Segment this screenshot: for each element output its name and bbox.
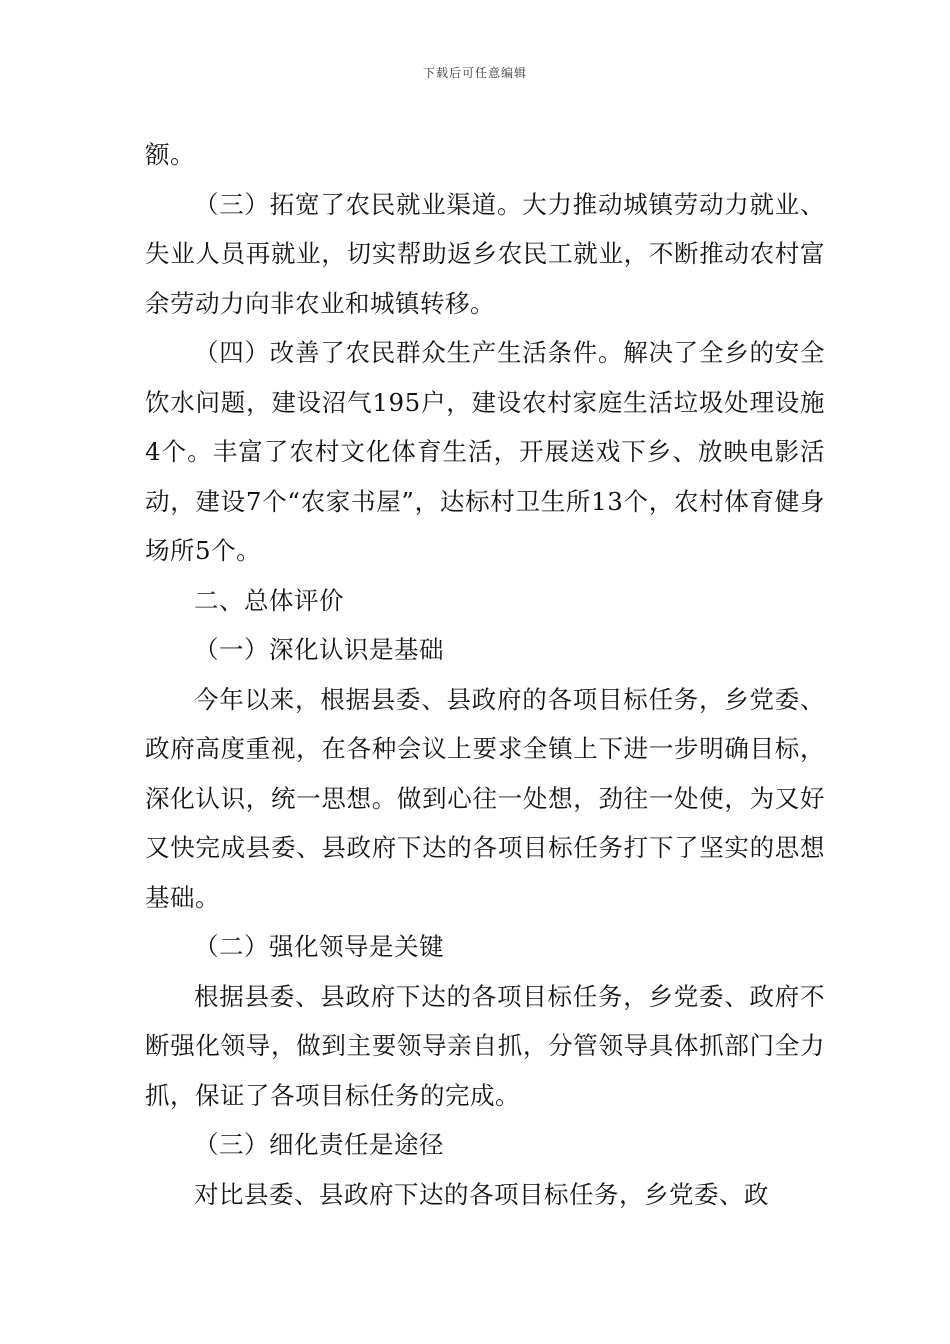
subheading-strengthen-leadership: （二）强化领导是关键 xyxy=(194,932,444,961)
paragraph-continuation: 额。 xyxy=(145,140,195,169)
subheading-refine-responsibility: （三）细化责任是途径 xyxy=(194,1130,444,1159)
paragraph-strengthen-leadership: 根据县委、县政府下达的各项目标任务，乡党委、政府不断强化领导，做到主要领导亲自抓，分管领导具体抓部门全力抓，保证了各项目标任务的完成。 xyxy=(145,981,825,1110)
document-body xyxy=(145,130,825,1219)
paragraph-employment: （三）拓宽了农民就业渠道。大力推动城镇劳动力就业、失业人员再就业，切实帮助返乡农民工就业，不断推动农村富余劳动力向非农业和城镇转移。 xyxy=(145,189,825,318)
paragraph-living-conditions: （四）改善了农民群众生产生活条件。解决了全乡的安全饮水问题，建设沼气195户，建设农村家庭生活垃圾处理设施4个。丰富了农村文化体育生活，开展送戏下乡、放映电影活动，建设7个“农家书屋”，达标村卫生所13个，农村体育健身场所5个。 xyxy=(145,338,825,565)
page-header: 下载后可任意编辑 xyxy=(422,66,527,80)
paragraph-refine-responsibility: 对比县委、县政府下达的各项目标任务，乡党委、政 xyxy=(194,1179,769,1209)
paragraph-deepen-understanding: 今年以来，根据县委、县政府的各项目标任务，乡党委、政府高度重视，在各种会议上要求全镇上下进一步明确目标，深化认识，统一思想。做到心往一处想，劲往一处使，为又好又快完成县委、县政府下达的各项目标任务打下了坚实的思想基础。 xyxy=(145,684,825,912)
subheading-deepen-understanding: （一）深化认识是基础 xyxy=(194,635,444,664)
section-heading-overall-evaluation: 二、总体评价 xyxy=(194,585,344,615)
